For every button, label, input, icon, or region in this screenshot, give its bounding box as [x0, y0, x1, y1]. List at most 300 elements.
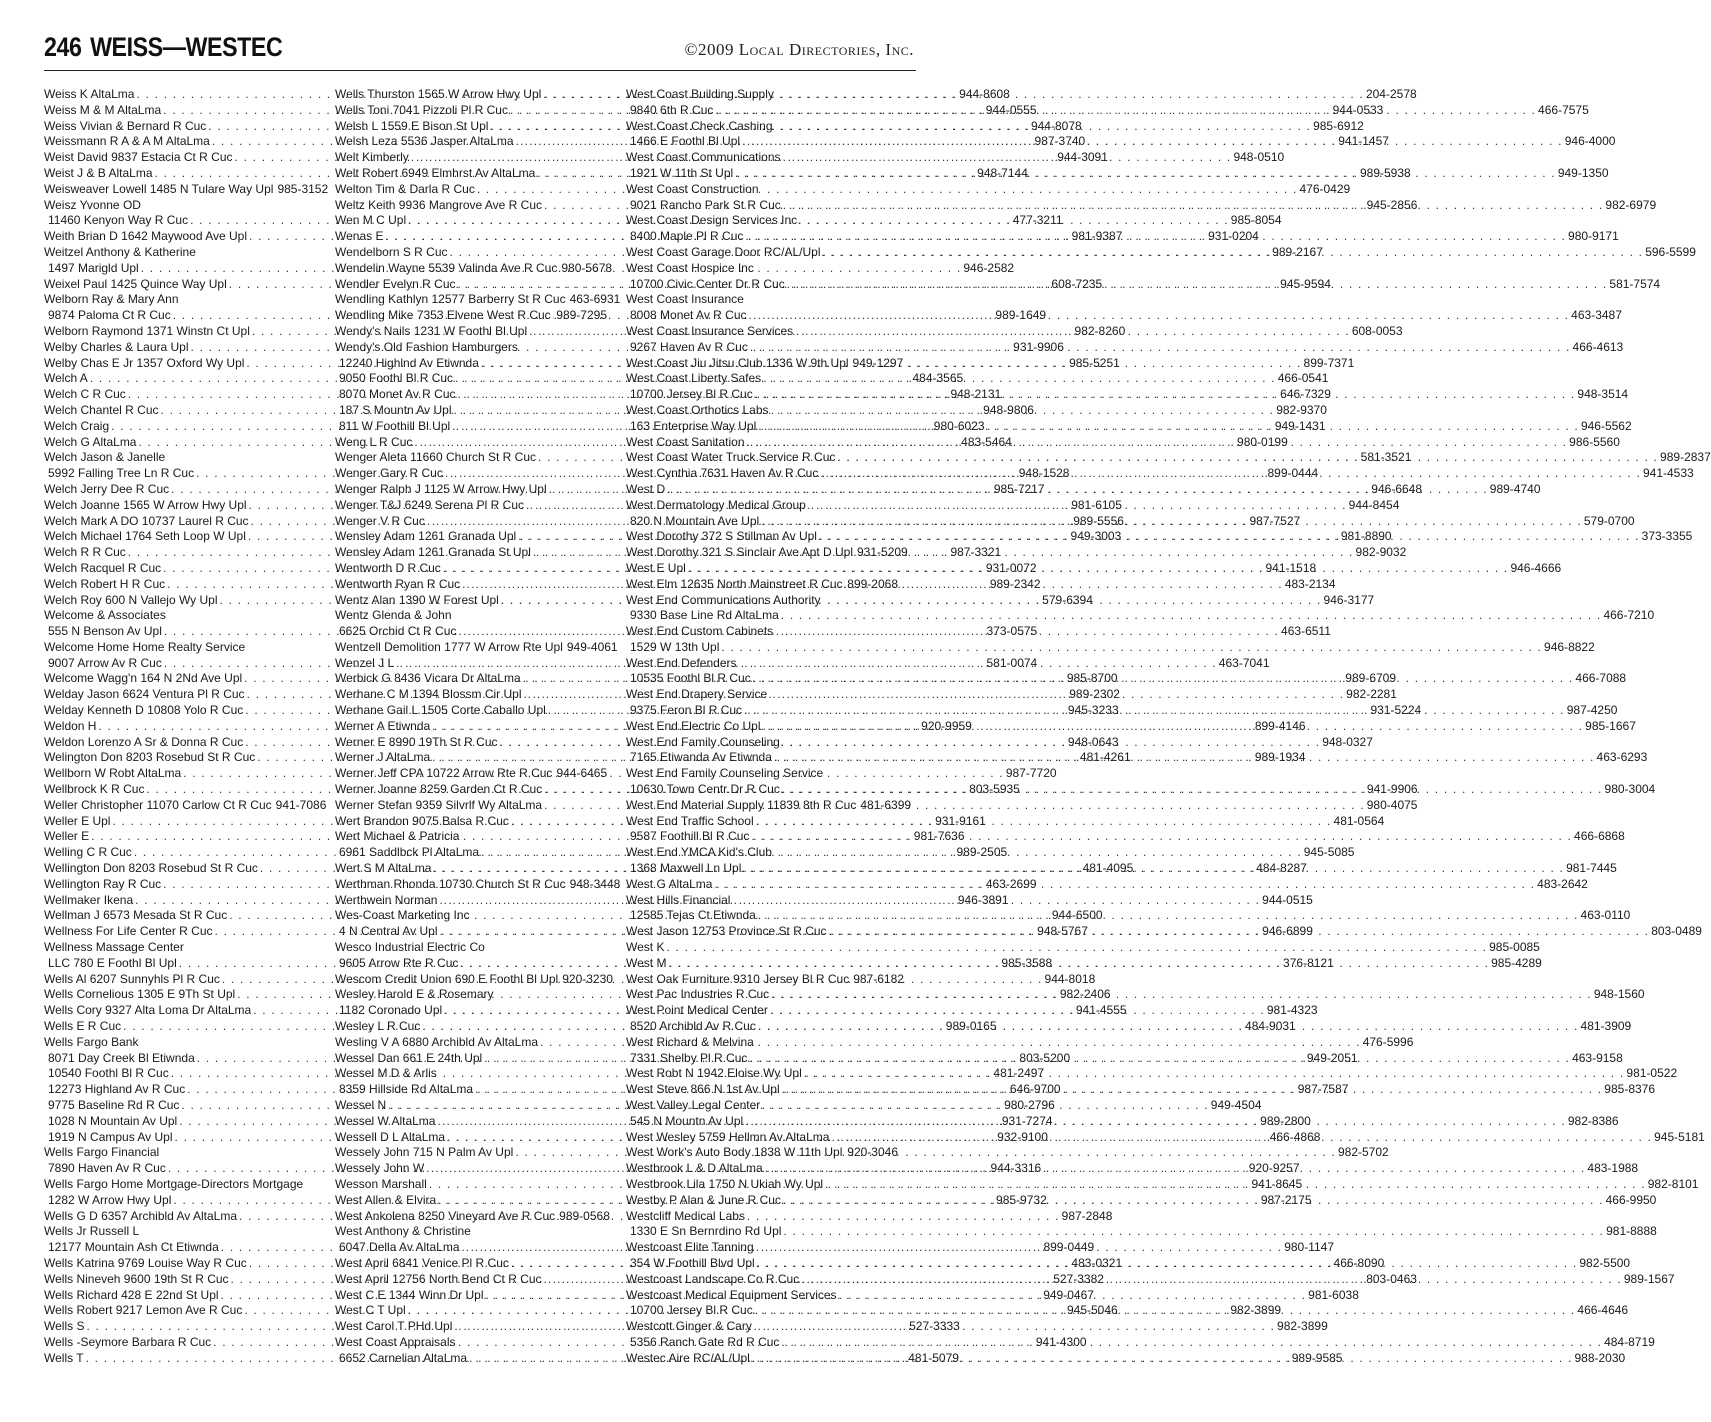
listing-name: 1466 E Foothl Bl Upl — [630, 134, 741, 149]
phone-number: 980-5678 — [561, 260, 613, 275]
listing-name: Werhane C M 1394 Blossm Cir Upl — [335, 687, 522, 702]
phone-number: 985-0085 — [1489, 940, 1540, 955]
listing-name: West Coast Construction — [626, 181, 759, 196]
phone-number: 981-7445 — [1566, 861, 1617, 876]
phone-number: 466-9950 — [1605, 1192, 1657, 1207]
phone-number: 803-5200 — [1019, 1050, 1071, 1065]
listing-name: Welby Charles & Laura Upl — [44, 339, 189, 354]
listing-heading — [626, 213, 898, 229]
listing-name: 12177 Mountain Ash Ct Etiwnda — [48, 1240, 219, 1255]
listing-name: 6961 Saddlbck Pl AltaLma — [339, 845, 480, 860]
phone-number: 483-0321 — [1071, 1255, 1123, 1270]
listing-name: 8520 Archibld Av R Cuc — [630, 1019, 756, 1034]
listing-heading — [626, 1003, 898, 1019]
listing-name: Wessely John 715 N Palm Av Upl — [335, 1145, 514, 1160]
dot-leader — [845, 577, 846, 593]
listing-entry — [626, 1145, 898, 1161]
phone-number: 988-2030 — [1574, 1350, 1626, 1365]
phone-number: 483-5464 — [961, 434, 1012, 449]
listing-name: West End Family Counseling Service — [626, 766, 824, 781]
phone-number: 982-5702 — [1337, 1145, 1389, 1160]
phone-number: 989-2302 — [1069, 687, 1120, 702]
listing-name: Wenger V R Cuc — [335, 513, 425, 528]
listing-entry — [626, 608, 1655, 624]
dot-leader — [667, 482, 1488, 498]
listing-entry — [335, 308, 607, 324]
phone-number: 481-4095 — [1082, 861, 1134, 876]
phone-number: 985-7217 — [993, 481, 1045, 496]
listing-name: Westcoast Elite Tanning — [626, 1240, 754, 1255]
listing-heading — [626, 324, 898, 340]
phone-number: 946-6899 — [1262, 924, 1313, 939]
listing-heading — [626, 403, 898, 419]
dot-leader — [783, 1224, 1604, 1240]
phone-number: 989-4740 — [1489, 481, 1541, 496]
phone-number: 944-8078 — [1030, 118, 1082, 133]
listing-name: Weldon H — [44, 718, 97, 733]
phone-number: 941-1457 — [1338, 134, 1389, 149]
listing-heading — [44, 1145, 316, 1161]
phone-number: 466-4646 — [1577, 1303, 1629, 1318]
listing-heading — [335, 940, 607, 956]
listing-name: West Coast Garage Door RC/AL/Upl — [626, 244, 821, 259]
listing-name: Westby P Alan & June R Cuc — [626, 1192, 781, 1207]
listing-name: 10700 Jersey Bl R Cuc — [630, 1303, 753, 1318]
phone-number: 987-3321 — [950, 545, 1002, 560]
listing-name: 8400 Maple Pl R Cuc — [630, 229, 744, 244]
phone-number: 945-5085 — [1303, 845, 1355, 860]
phone-number: 949-2051 — [1306, 1050, 1358, 1065]
listing-heading — [626, 766, 898, 782]
listing-heading — [626, 371, 898, 387]
phone-number: 989-9585 — [1291, 1350, 1343, 1365]
phone-number: 949-1431 — [1274, 418, 1326, 433]
phone-number: 949-0467 — [1043, 1287, 1094, 1302]
phone-number: 989-7295 — [556, 308, 607, 323]
dot-leader — [743, 861, 1564, 877]
phone-number: 944-8454 — [1348, 497, 1400, 512]
listing-name: Wenger Ralph J 1125 W Arrow Hwy Upl — [335, 481, 547, 496]
phone-number: 948-3514 — [1577, 387, 1629, 402]
listing-name: Weist David 9837 Estacia Ct R Cuc — [44, 150, 233, 165]
phone-number: 946-4000 — [1564, 134, 1616, 149]
phone-number: 946-5562 — [1580, 418, 1632, 433]
phone-number: 985-3588 — [1001, 955, 1053, 970]
listing-name: 9007 Arrow Av R Cuc — [48, 655, 162, 670]
listing-name: Wes-Coast Marketing Inc — [335, 908, 470, 923]
phone-number: 948-2131 — [950, 387, 1002, 402]
dot-leader — [761, 514, 1582, 530]
listing-heading — [626, 498, 898, 514]
phone-number: 803-0463 — [1366, 1271, 1417, 1286]
phone-number: 948-0643 — [1067, 734, 1119, 749]
phone-number: 987-6182 — [853, 971, 904, 986]
listing-name: LLC 780 E Foothl Bl Upl — [48, 955, 177, 970]
phone-number: 981-0522 — [1626, 1066, 1678, 1081]
listing-name: Welch Craig — [44, 418, 110, 433]
listing-name: Wells E R Cuc — [44, 1019, 122, 1034]
listing-name: 9874 Paloma Ct R Cuc — [48, 308, 171, 323]
phone-number: 982-8386 — [1567, 1113, 1619, 1128]
phone-number: 989-2342 — [989, 576, 1041, 591]
listing-name: Wellington Ray R Cuc — [44, 876, 162, 891]
phone-number: 948-0327 — [1322, 734, 1373, 749]
phone-number: 989-2167 — [1272, 244, 1323, 259]
phone-number: 989-0165 — [945, 1019, 997, 1034]
page-header — [44, 28, 916, 71]
phone-number: 980-3004 — [1604, 782, 1656, 797]
listing-name: Wenger Aleta 11660 Church St R Cuc — [335, 450, 536, 465]
listing-name: 6652 Carnelian AltaLma — [339, 1350, 468, 1365]
dot-leader — [752, 1351, 1573, 1367]
listing-name: 12585 Tejas Ct Etiwnda — [630, 908, 756, 923]
phone-number: 945-5046 — [1066, 1303, 1118, 1318]
listing-name: 8071 Day Creek Bl Etiwnda — [48, 1050, 195, 1065]
dot-leader — [804, 1066, 1625, 1082]
phone-number: 987-3740 — [1034, 134, 1086, 149]
listing-name: Welcome & Associates — [44, 608, 166, 623]
dot-leader — [668, 956, 1489, 972]
phone-number: 466-0541 — [1277, 371, 1329, 386]
phone-number: 899-7371 — [1303, 355, 1355, 370]
listing-name: 1028 N Mountain Av Upl — [48, 1113, 178, 1128]
listing-heading — [626, 893, 898, 909]
listing-name: Wendelborn S R Cuc — [335, 244, 448, 259]
listing-name: Wesling V A 6880 Archibld Av AltaLma — [335, 1034, 539, 1049]
phone-number: 483-2642 — [1537, 876, 1588, 891]
listing-name: 1282 W Arrow Hwy Upl — [48, 1192, 172, 1207]
listing-name: Weng L R Cuc — [335, 434, 413, 449]
listing-name: West Coast Communications — [626, 150, 781, 165]
listing-name: Welcome Home Home Realty Service — [44, 639, 246, 654]
phone-number: 373-3355 — [1641, 529, 1693, 544]
phone-number: 899-0449 — [1043, 1240, 1095, 1255]
phone-number: 466-8090 — [1333, 1255, 1385, 1270]
phone-number: 980-9171 — [1568, 229, 1619, 244]
phone-number: 948-1528 — [1018, 466, 1070, 481]
listing-name: 10700 Jersey Bl R Cuc — [630, 387, 753, 402]
listing-name: Wentz Glenda & John — [335, 608, 452, 623]
phone-number: 581-3521 — [1360, 450, 1412, 465]
dot-leader — [742, 134, 1563, 150]
listing-name: Welt Robert 6949 Elmhrst Av AltaLma — [335, 165, 536, 180]
listing-name: Welch Mark A DO 10737 Laurel R Cuc — [44, 513, 249, 528]
phone-number: 989-1567 — [1623, 1271, 1675, 1286]
phone-number: 481-6399 — [860, 797, 912, 812]
dot-leader — [688, 561, 1509, 577]
phone-number: 985-8054 — [1230, 213, 1282, 228]
listing-heading — [626, 1319, 898, 1335]
phone-number: 980-4075 — [1366, 797, 1418, 812]
dot-leader — [763, 719, 1584, 735]
listing-entry — [335, 971, 613, 988]
dot-leader — [735, 166, 1556, 182]
phone-number: 985-8376 — [1604, 1082, 1656, 1097]
listing-name: Westcoast Landscape Co R Cuc — [626, 1271, 800, 1286]
phone-number: 985-1667 — [1585, 718, 1636, 733]
phone-number: 941-4533 — [1642, 466, 1694, 481]
listing-heading — [44, 1035, 316, 1051]
listing-name: Wentzell Demolition 1777 W Arrow Rte Upl — [335, 639, 563, 654]
listing-name: West Jason 12753 Province St R Cuc — [626, 924, 827, 939]
listing-name: Wells Katrina 9769 Louise Way R Cuc — [44, 1255, 247, 1270]
phone-number: 982-2406 — [1059, 987, 1111, 1002]
phone-number: 982-5500 — [1579, 1255, 1631, 1270]
phone-number: 981-6105 — [1071, 497, 1122, 512]
listing-name: Wellmaker Ikena — [44, 892, 134, 907]
dot-leader — [787, 277, 1608, 293]
listing-name: West Coast Orthotics Labs — [626, 402, 769, 417]
phone-number: 476-5996 — [1362, 1034, 1414, 1049]
listing-name: Wells Richard 428 E 22nd St Upl — [44, 1287, 219, 1302]
listing-name: 12240 Highlnd Av Etiwnda — [339, 355, 479, 370]
listing-name: Wessel N — [335, 1098, 387, 1112]
listing-name: Wessel W AltaLma — [335, 1113, 436, 1128]
listing-name: Wellman J 6573 Mesada St R Cuc — [44, 908, 228, 923]
phone-number: 931-7274 — [1001, 1113, 1053, 1128]
dot-leader — [744, 703, 1565, 719]
listing-name: 10630 Town Centr Dr R Cuc — [630, 782, 780, 797]
phone-number: 932-9100 — [997, 1129, 1048, 1144]
listing-name: Wells Fargo Bank — [44, 1034, 139, 1049]
listing-name: Wells Jr Russell L — [44, 1224, 140, 1239]
phone-number: 949-1297 — [852, 355, 904, 370]
phone-number: 476-0429 — [1299, 181, 1351, 196]
listing-name: Welborn Raymond 1371 Winstn Ct Upl — [44, 323, 250, 338]
phone-number: 803-0489 — [1651, 924, 1702, 939]
listing-name: West Dorothy 321 S Sinclair Ave Apt D Upl — [626, 545, 853, 560]
listing-name: West End Electric Co Upl — [626, 718, 761, 733]
dot-leader — [771, 987, 1592, 1003]
listing-name: 11460 Kenyon Way R Cuc — [48, 213, 189, 228]
listing-name: Wellness For Life Center R Cuc — [44, 924, 213, 939]
listing-name: Weltz Keith 9936 Mangrove Ave R Cuc — [335, 197, 542, 212]
phone-number: 941-7086 — [275, 797, 327, 812]
listing-heading — [44, 640, 316, 656]
listing-name: West Richard & Melvina — [626, 1034, 754, 1049]
listing-name: 1368 Maxwell Ln Upl — [630, 861, 742, 876]
phone-number: 466-7088 — [1575, 671, 1627, 686]
listing-name: West End YMCA Kid's Club — [626, 845, 772, 860]
dot-leader — [823, 245, 1644, 261]
phone-number: 481-2497 — [993, 1066, 1045, 1081]
listing-name: 4 N Central Av Upl — [339, 924, 438, 939]
listing-name: Weller Christopher 11070 Carlow Ct R Cuc — [44, 797, 272, 812]
phone-number: 989-6709 — [1345, 671, 1397, 686]
dot-leader — [745, 1114, 1566, 1130]
phone-number: 982-2281 — [1346, 687, 1397, 702]
phone-number: 944-6500 — [1051, 908, 1103, 923]
listing-name: Welch Chantel R Cuc — [44, 402, 159, 417]
listing-name: Wert S M AltaLma — [335, 861, 432, 876]
listing-name: West Coast Water Truck Service R Cuc — [626, 450, 836, 465]
listing-name: West End Defenders — [626, 655, 737, 670]
dot-leader — [781, 608, 1602, 624]
listing-name: Wells Al 6207 Sunnyhls Pl R Cuc — [44, 971, 220, 986]
listing-name: West Point Medical Center — [626, 1003, 768, 1018]
dot-leader — [801, 1272, 1622, 1288]
listing-name: Welch Jerry Dee R Cuc — [44, 481, 170, 496]
listing-name: West Cynthia 7631 Haven Av R Cuc — [626, 466, 819, 481]
listing-heading — [44, 940, 316, 956]
phone-number: 466-6868 — [1574, 829, 1625, 844]
phone-number: 949-4504 — [1210, 1098, 1262, 1112]
phone-number: 373-0575 — [986, 624, 1038, 639]
listing-name: 9330 Base Line Rd AltaLma — [630, 608, 779, 623]
phone-number: 986-5560 — [1569, 434, 1620, 449]
dot-leader — [758, 908, 1579, 924]
phone-number: 596-5599 — [1645, 244, 1696, 259]
listing-name: West Coast Appraisals — [335, 1334, 456, 1349]
listing-name: West Pac Industries R Cuc — [626, 987, 770, 1002]
phone-number: 931-5209 — [857, 545, 908, 560]
listing-heading — [335, 987, 607, 1003]
listing-name: West K — [626, 940, 665, 955]
listing-name: Weller E — [44, 829, 90, 844]
phone-number: 981-6038 — [1308, 1287, 1359, 1302]
dot-leader — [755, 387, 1576, 403]
listing-name: 8359 Hillside Rd AltaLma — [339, 1082, 474, 1097]
phone-number: 466-4613 — [1572, 339, 1624, 354]
listing-name: Weitzel Anthony & Katherine — [44, 244, 196, 259]
listing-name: Wenzel J L — [335, 655, 395, 670]
listing-name: Weiss M & M AltaLma — [44, 102, 162, 117]
listing-heading — [626, 1035, 898, 1051]
phone-number: 945-5181 — [1654, 1129, 1705, 1144]
listing-name: Wells Cory 9327 Alta Loma Dr AltaLma — [44, 1003, 252, 1018]
phone-number: 931-0072 — [985, 560, 1037, 575]
listing-name: Welling C R Cuc — [44, 845, 132, 860]
listing-heading — [626, 735, 898, 751]
listing-heading — [44, 292, 316, 308]
dot-leader — [751, 829, 1572, 845]
listing-name: Wessel M D & Arlis — [335, 1066, 437, 1081]
listing-entry — [626, 971, 904, 988]
phone-number: 946-2582 — [963, 260, 1015, 275]
dot-leader — [753, 671, 1574, 687]
phone-number: 985-6912 — [1313, 118, 1364, 133]
listing-entry — [335, 876, 621, 893]
listing-name: Wellness Massage Center — [44, 940, 184, 955]
phone-number: 985-3152 — [277, 181, 329, 196]
listing-name: Westcoast Medical Equipment Services — [626, 1287, 837, 1302]
listing-heading — [335, 1224, 607, 1240]
dot-leader — [783, 1193, 1604, 1209]
listing-name: Wessell D L AltaLma — [335, 1129, 446, 1144]
listing-name: 1919 N Campus Av Upl — [48, 1129, 173, 1144]
dot-leader — [782, 782, 1603, 798]
phone-number: 899-0444 — [1267, 466, 1319, 481]
listing-heading — [626, 1240, 898, 1256]
listing-name: West Oak Furniture 9310 Jersey Bl R Cuc — [626, 971, 850, 986]
listing-heading — [626, 292, 898, 308]
phone-number: 980-2796 — [1004, 1098, 1055, 1112]
phone-number: 946-8822 — [1544, 639, 1595, 654]
phone-number: 944-8018 — [1044, 971, 1096, 986]
dot-leader — [721, 640, 1542, 656]
dot-leader — [490, 119, 1311, 135]
listing-name: Wesley Harold E & Rosemary — [335, 987, 494, 1002]
listing-name: Werner Joanne 8259 Garden Ct R Cuc — [335, 782, 543, 797]
phone-number: 931-0204 — [1208, 229, 1259, 244]
listing-name: Wentworth D R Cuc — [335, 560, 441, 575]
listing-name: Welborn Ray & Mary Ann — [44, 292, 179, 307]
dot-leader — [783, 198, 1604, 214]
listing-name: West C E 1344 Winn Dr Upl — [335, 1287, 484, 1302]
publisher-credit: ©2009 Local Directories, Inc. — [684, 40, 914, 59]
listing-name: 9840 6th R Cuc — [630, 102, 714, 117]
listing-name: Wells Thurston 1565 W Arrow Hwy Upl — [335, 87, 542, 101]
listing-name: West Coast Hospice Inc — [626, 260, 754, 275]
phone-number: 204-2578 — [1365, 87, 1417, 101]
listing-name: 163 Enterprise Way Upl — [630, 418, 757, 433]
listing-name: Werner E 8990 19Th St R Cuc — [335, 734, 498, 749]
listing-name: 9050 Foothl Bl R Cuc — [339, 371, 454, 386]
phone-number: 463-9158 — [1572, 1050, 1623, 1065]
phone-number: 980-1147 — [1284, 1240, 1335, 1255]
listing-name: Wells Fargo Financial — [44, 1145, 160, 1160]
phone-number: 646-7329 — [1280, 387, 1331, 402]
listing-name: 8070 Monet Av R Cuc — [339, 387, 456, 402]
listing-name: Welington Don 8203 Rosebud St R Cuc — [44, 750, 256, 765]
listing-name: 5992 Falling Tree Ln R Cuc — [48, 466, 195, 481]
listing-heading — [626, 182, 898, 198]
listing-name: Wessel Dan 661 E 24th Upl — [335, 1050, 483, 1065]
listing-name: Wells S — [44, 1319, 85, 1334]
phone-number: 376-8121 — [1283, 955, 1334, 970]
listing-heading — [626, 119, 898, 135]
listing-name: Wesco Industrial Electric Co — [335, 940, 485, 955]
phone-number: 931-9906 — [1013, 339, 1064, 354]
dot-leader — [820, 466, 1641, 482]
phone-number: 608-7235 — [1051, 276, 1103, 291]
listing-name: 9605 Arrow Rte R Cuc — [339, 955, 459, 970]
listing-name: Wendelin Wayne 5539 Valinda Ave R Cuc — [335, 260, 558, 275]
phone-number: 920-3046 — [847, 1145, 898, 1160]
listing-heading — [335, 829, 607, 845]
listing-name: Weller E Upl — [44, 813, 111, 828]
listing-name: West D — [626, 481, 666, 496]
listing-name: Wendling Mike 7353 Elvene West R Cuc — [335, 308, 551, 323]
listing-name: Wellington Don 8203 Rosebud St R Cuc — [44, 861, 258, 876]
listing-name: Welch Robert H R Cuc — [44, 576, 166, 591]
listing-name: Welcome Wagg'n 164 N 2Nd Ave Upl — [44, 671, 243, 686]
listing-name: Wells Cornelious 1305 E 9Th St Upl — [44, 987, 236, 1002]
dot-leader — [749, 1051, 1570, 1067]
listing-name: Wendling Kathlyn 12577 Barberry St R Cuc — [335, 292, 566, 307]
listing-entry — [335, 260, 613, 277]
listing-name: Welton Tim & Darla R Cuc — [335, 181, 475, 196]
phone-number: 946-6648 — [1371, 481, 1423, 496]
listing-name: 1497 Marigld Upl — [48, 260, 139, 275]
phone-number: 463-6511 — [1281, 624, 1331, 639]
listing-name: West Coast Design Services Inc — [626, 213, 798, 228]
listing-name: Westcliff Medical Labs — [626, 1208, 745, 1223]
phone-number: 945-3233 — [1067, 703, 1119, 718]
listing-heading — [335, 908, 607, 924]
listing-name: 1921 W 11th St Upl — [630, 165, 734, 180]
phone-number: 899-2068 — [847, 576, 898, 591]
phone-number: 466-4868 — [1269, 1129, 1321, 1144]
listing-heading — [626, 687, 898, 703]
dot-leader — [758, 419, 1579, 435]
phone-number: 987-2848 — [1061, 1208, 1113, 1223]
listing-name: West End Material Supply 11839 8th R Cuc — [626, 797, 857, 812]
listing-name: West Coast Check Cashing — [626, 118, 773, 133]
listing-name: 10700 Civic Center Dr R Cuc — [630, 276, 785, 291]
dot-leader — [837, 450, 1658, 466]
listing-name: 9267 Haven Av R Cuc — [630, 339, 748, 354]
